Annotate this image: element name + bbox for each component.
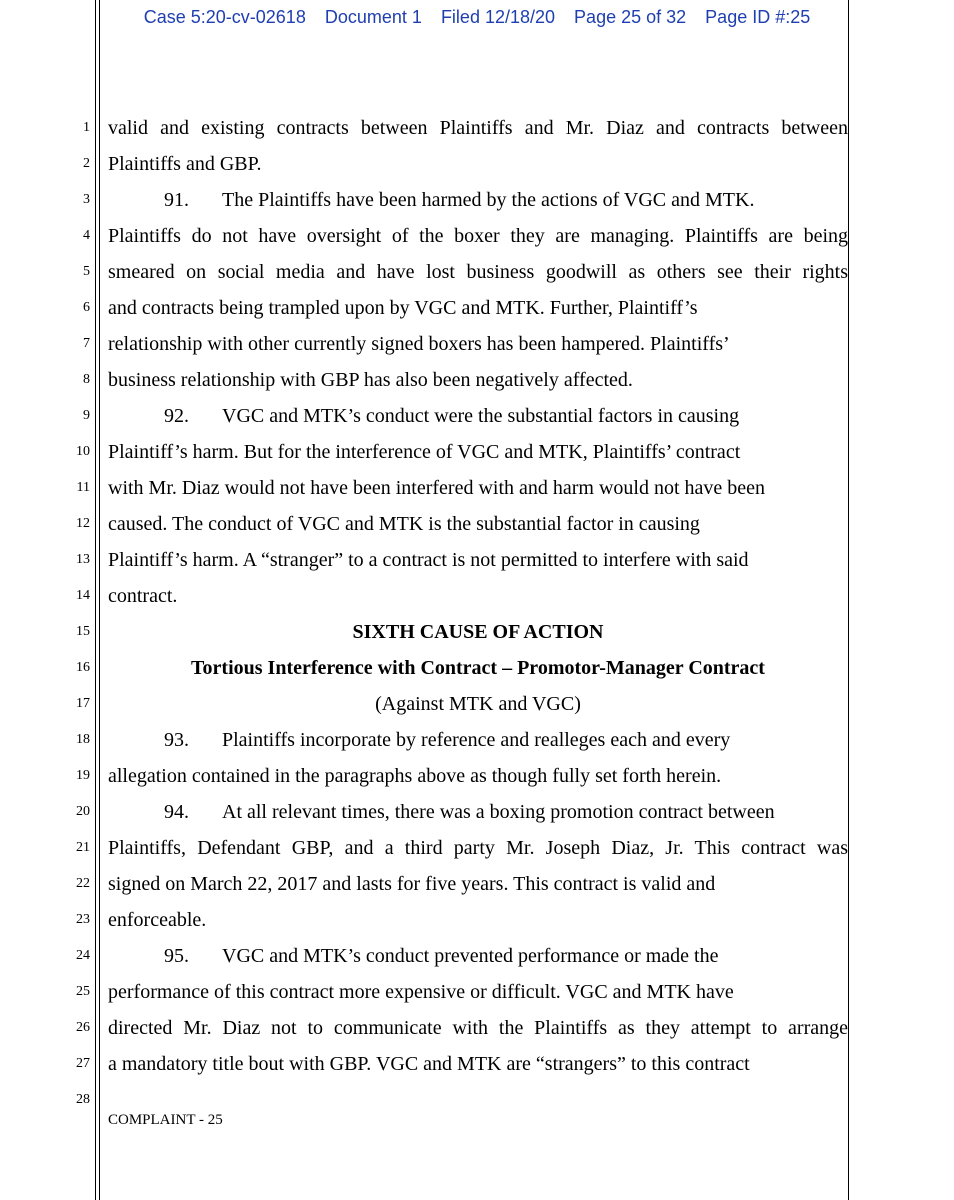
body-line: performance of this contract more expensive or difficult. VGC and MTK have bbox=[108, 981, 734, 1003]
paragraph-93-first-line bbox=[108, 722, 904, 758]
page-footer: COMPLAINT - 25 bbox=[108, 1112, 223, 1128]
right-margin-rule bbox=[848, 0, 849, 1200]
line-number: 12 bbox=[76, 516, 90, 531]
line-number: 9 bbox=[83, 408, 90, 423]
body-line: valid and existing contracts between Plaintiffs and Mr. Diaz and contracts between bbox=[108, 117, 848, 139]
filed-date: Filed 12/18/20 bbox=[440, 7, 556, 27]
body-line: and contracts being trampled upon by VGC and MTK. Further, Plaintiff’s bbox=[108, 297, 698, 319]
line-number: 4 bbox=[83, 228, 90, 243]
body-line: a mandatory title bout with GBP. VGC and MTK are “strangers” to this contract bbox=[108, 1053, 750, 1075]
line-number: 24 bbox=[76, 948, 90, 963]
body-line: Plaintiffs incorporate by reference and realleges each and every bbox=[222, 729, 731, 751]
page-count: Page 25 of 32 bbox=[574, 7, 687, 27]
line-number: 15 bbox=[76, 624, 90, 639]
body-line: VGC and MTK’s conduct prevented performance or made the bbox=[222, 945, 719, 967]
line-number: 11 bbox=[76, 480, 90, 495]
line-number: 27 bbox=[76, 1056, 90, 1071]
body-line: with Mr. Diaz would not have been interfered with and harm would not have been bbox=[108, 477, 766, 499]
paragraph-number: 92. bbox=[164, 405, 189, 427]
line-number: 23 bbox=[76, 912, 90, 927]
left-margin-rule bbox=[95, 0, 96, 1200]
line-number: 1 bbox=[83, 120, 90, 135]
body-line: allegation contained in the paragraphs above as though fully set forth herein. bbox=[108, 765, 722, 787]
paragraph-number: 91. bbox=[164, 189, 189, 211]
case-number: Case 5:20-cv-02618 bbox=[143, 7, 306, 27]
line-number: 25 bbox=[76, 984, 90, 999]
body-line: directed Mr. Diaz not to communicate with the Plaintiffs as they attempt to arrange bbox=[108, 1017, 848, 1039]
body-line: smeared on social media and have lost business goodwill as others see their rights bbox=[108, 261, 848, 283]
line-number: 26 bbox=[76, 1020, 90, 1035]
paragraph-95-first-line bbox=[108, 938, 904, 974]
body-line: contract. bbox=[108, 585, 178, 607]
body-line: Plaintiffs do not have oversight of the boxer they are managing. Plaintiffs are being bbox=[108, 225, 848, 247]
line-number: 17 bbox=[76, 696, 90, 711]
body-line: Plaintiffs, Defendant GBP, and a third party Mr. Joseph Diaz, Jr. This contract was bbox=[108, 837, 848, 859]
paragraph-91-first-line bbox=[108, 182, 904, 218]
body-line: At all relevant times, there was a boxing promotion contract between bbox=[222, 801, 775, 823]
ecf-header bbox=[0, 7, 954, 28]
line-number: 13 bbox=[76, 552, 90, 567]
section-heading: SIXTH CAUSE OF ACTION bbox=[352, 621, 604, 643]
section-parties: (Against MTK and VGC) bbox=[375, 693, 581, 715]
line-number: 3 bbox=[83, 192, 90, 207]
line-number: 5 bbox=[83, 264, 90, 279]
line-number: 19 bbox=[76, 768, 90, 783]
paragraph-94-first-line bbox=[108, 794, 904, 830]
body-line: signed on March 22, 2017 and lasts for five years. This contract is valid and bbox=[108, 873, 716, 895]
body-line: The Plaintiffs have been harmed by the actions of VGC and MTK. bbox=[222, 189, 755, 211]
line-number: 18 bbox=[76, 732, 90, 747]
section-subheading: Tortious Interference with Contract – Promotor-Manager Contract bbox=[191, 657, 765, 679]
body-line: Plaintiff’s harm. A “stranger” to a contract is not permitted to interfere with said bbox=[108, 549, 749, 571]
line-number: 2 bbox=[83, 156, 90, 171]
line-number: 10 bbox=[76, 444, 90, 459]
document-number: Document 1 bbox=[324, 7, 422, 27]
line-number: 8 bbox=[83, 372, 90, 387]
line-number: 16 bbox=[76, 660, 90, 675]
line-number: 14 bbox=[76, 588, 90, 603]
body-line: caused. The conduct of VGC and MTK is the substantial factor in causing bbox=[108, 513, 700, 535]
line-number: 22 bbox=[76, 876, 90, 891]
line-number: 20 bbox=[76, 804, 90, 819]
paragraph-92-first-line bbox=[108, 398, 904, 434]
paragraph-number: 95. bbox=[164, 945, 189, 967]
paragraph-number: 93. bbox=[164, 729, 189, 751]
body-line: Plaintiffs and GBP. bbox=[108, 153, 262, 175]
line-number: 6 bbox=[83, 300, 90, 315]
body-line: enforceable. bbox=[108, 909, 207, 931]
page-id: Page ID #:25 bbox=[705, 7, 811, 27]
paragraph-number: 94. bbox=[164, 801, 189, 823]
body-line: relationship with other currently signed boxers has been hampered. Plaintiffs’ bbox=[108, 333, 730, 355]
line-number: 28 bbox=[76, 1092, 90, 1107]
line-number: 21 bbox=[76, 840, 90, 855]
line-number: 7 bbox=[83, 336, 90, 351]
body-line: business relationship with GBP has also been negatively affected. bbox=[108, 369, 633, 391]
body-line: VGC and MTK’s conduct were the substantial factors in causing bbox=[222, 405, 740, 427]
body-line: Plaintiff’s harm. But for the interference of VGC and MTK, Plaintiffs’ contract bbox=[108, 441, 741, 463]
left-margin-rule-inner bbox=[99, 0, 100, 1200]
